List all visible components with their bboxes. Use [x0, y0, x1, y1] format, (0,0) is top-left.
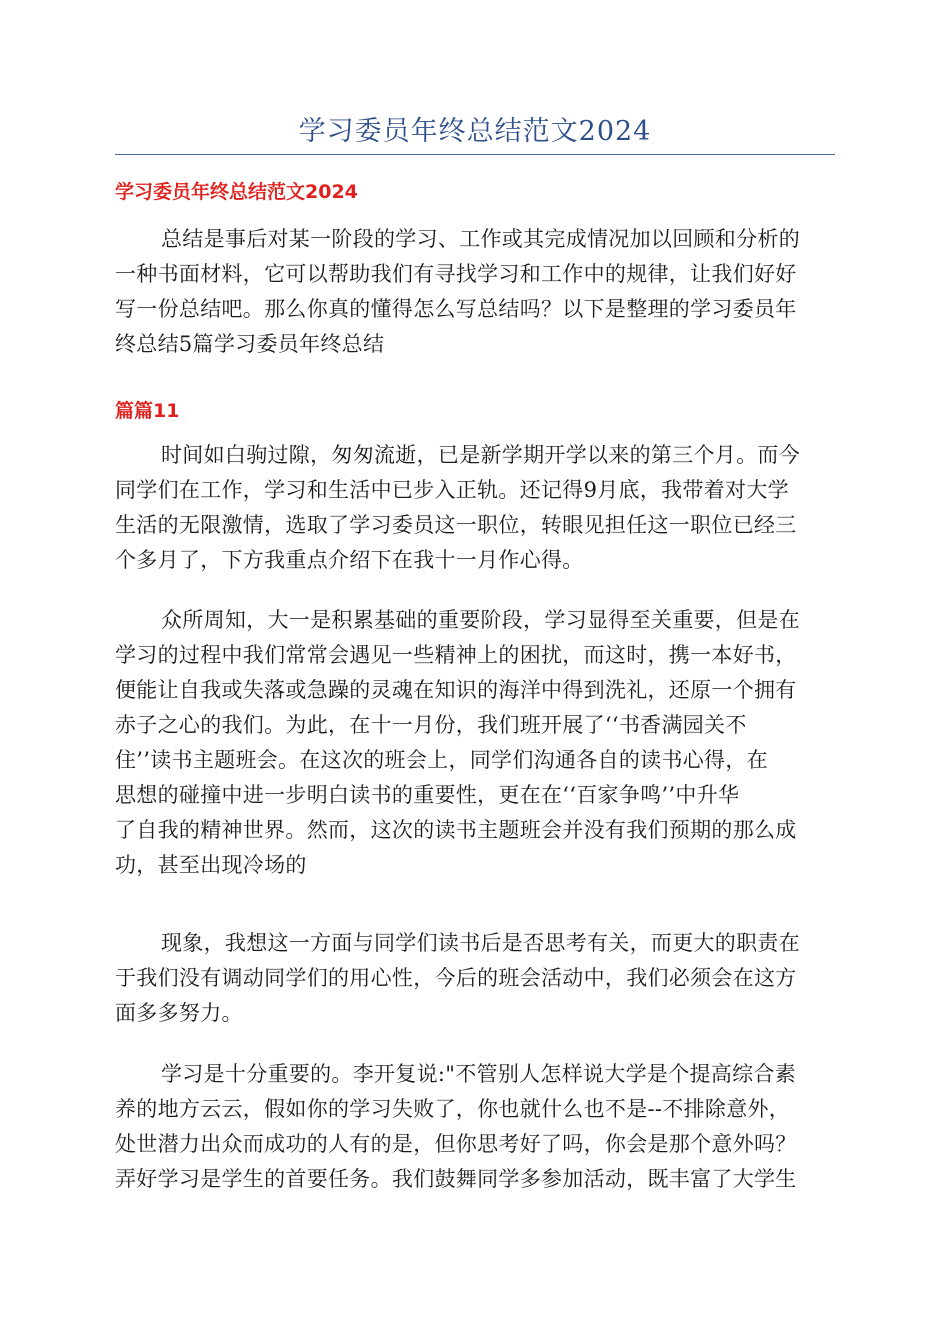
paragraph-line: 现象，我想这一方面与同学们读书后是否思考有关，而更大的职责在 [161, 931, 800, 955]
paragraph-line: 住’’读书主题班会。在这次的班会上，同学们沟通各自的读书心得，在 [115, 748, 768, 772]
article-heading: 学习委员年终总结范文2024 [115, 181, 358, 203]
paragraph-line: 便能让自我或失落或急躁的灵魂在知识的海洋中得到洗礼，还原一个拥有 [115, 678, 797, 702]
paragraph-line: 众所周知，大一是积累基础的重要阶段，学习显得至关重要，但是在 [161, 608, 800, 632]
paragraph-line: 弄好学习是学生的首要任务。我们鼓舞同学多参加活动，既丰富了大学生 [115, 1167, 797, 1191]
body-paragraph [115, 603, 835, 883]
document-title: 学习委员年终总结范文2024 [298, 116, 652, 147]
section-heading: 篇篇11 [115, 400, 180, 422]
body-paragraph [115, 1057, 835, 1197]
paragraph-line: 功，甚至出现冷场的 [115, 853, 307, 877]
paragraph-line: 一种书面材料，它可以帮助我们有寻找学习和工作中的规律，让我们好好 [115, 262, 797, 286]
paragraph-line: 写一份总结吧。那么你真的懂得怎么写总结吗？以下是整理的学习委员年 [115, 297, 797, 321]
paragraph-line: 了自我的精神世界。然而，这次的读书主题班会并没有我们预期的那么成 [115, 818, 797, 842]
paragraph-line: 个多月了，下方我重点介绍下在我十一月作心得。 [115, 548, 584, 572]
body-paragraph [115, 438, 835, 578]
paragraph-line: 面多多努力。 [115, 1001, 243, 1025]
paragraph-line: 思想的碰撞中进一步明白读书的重要性，更在在‘‘百家争鸣’’中升华 [115, 783, 740, 807]
paragraph-line: 同学们在工作，学习和生活中已步入正轨。还记得9月底，我带着对大学 [115, 478, 789, 502]
paragraph-line: 学习是十分重要的。李开复说:"不管别人怎样说大学是个提高综合素 [161, 1062, 797, 1086]
paragraph-line: 养的地方云云，假如你的学习失败了，你也就什么也不是--不排除意外， [115, 1097, 791, 1121]
paragraph-line: 时间如白驹过隙，匆匆流逝，已是新学期开学以来的第三个月。而今 [161, 443, 800, 467]
paragraph-line: 总结是事后对某一阶段的学习、工作或其完成情况加以回顾和分析的 [161, 227, 800, 251]
paragraph-line: 于我们没有调动同学们的用心性，今后的班会活动中，我们必须会在这方 [115, 966, 797, 990]
body-paragraph [115, 926, 835, 1031]
title-divider [115, 154, 835, 155]
paragraph-line: 学习的过程中我们常常会遇见一些精神上的困扰，而这时，携一本好书， [115, 643, 797, 667]
paragraph-line: 生活的无限激情，选取了学习委员这一职位，转眼见担任这一职位已经三 [115, 513, 797, 537]
paragraph-line: 处世潜力出众而成功的人有的是，但你思考好了吗，你会是那个意外吗？ [115, 1132, 797, 1156]
intro-paragraph [115, 222, 835, 362]
paragraph-line: 终总结5篇学习委员年终总结 [115, 332, 385, 356]
paragraph-line: 赤子之心的我们。为此，在十一月份，我们班开展了‘‘书香满园关不 [115, 713, 747, 737]
